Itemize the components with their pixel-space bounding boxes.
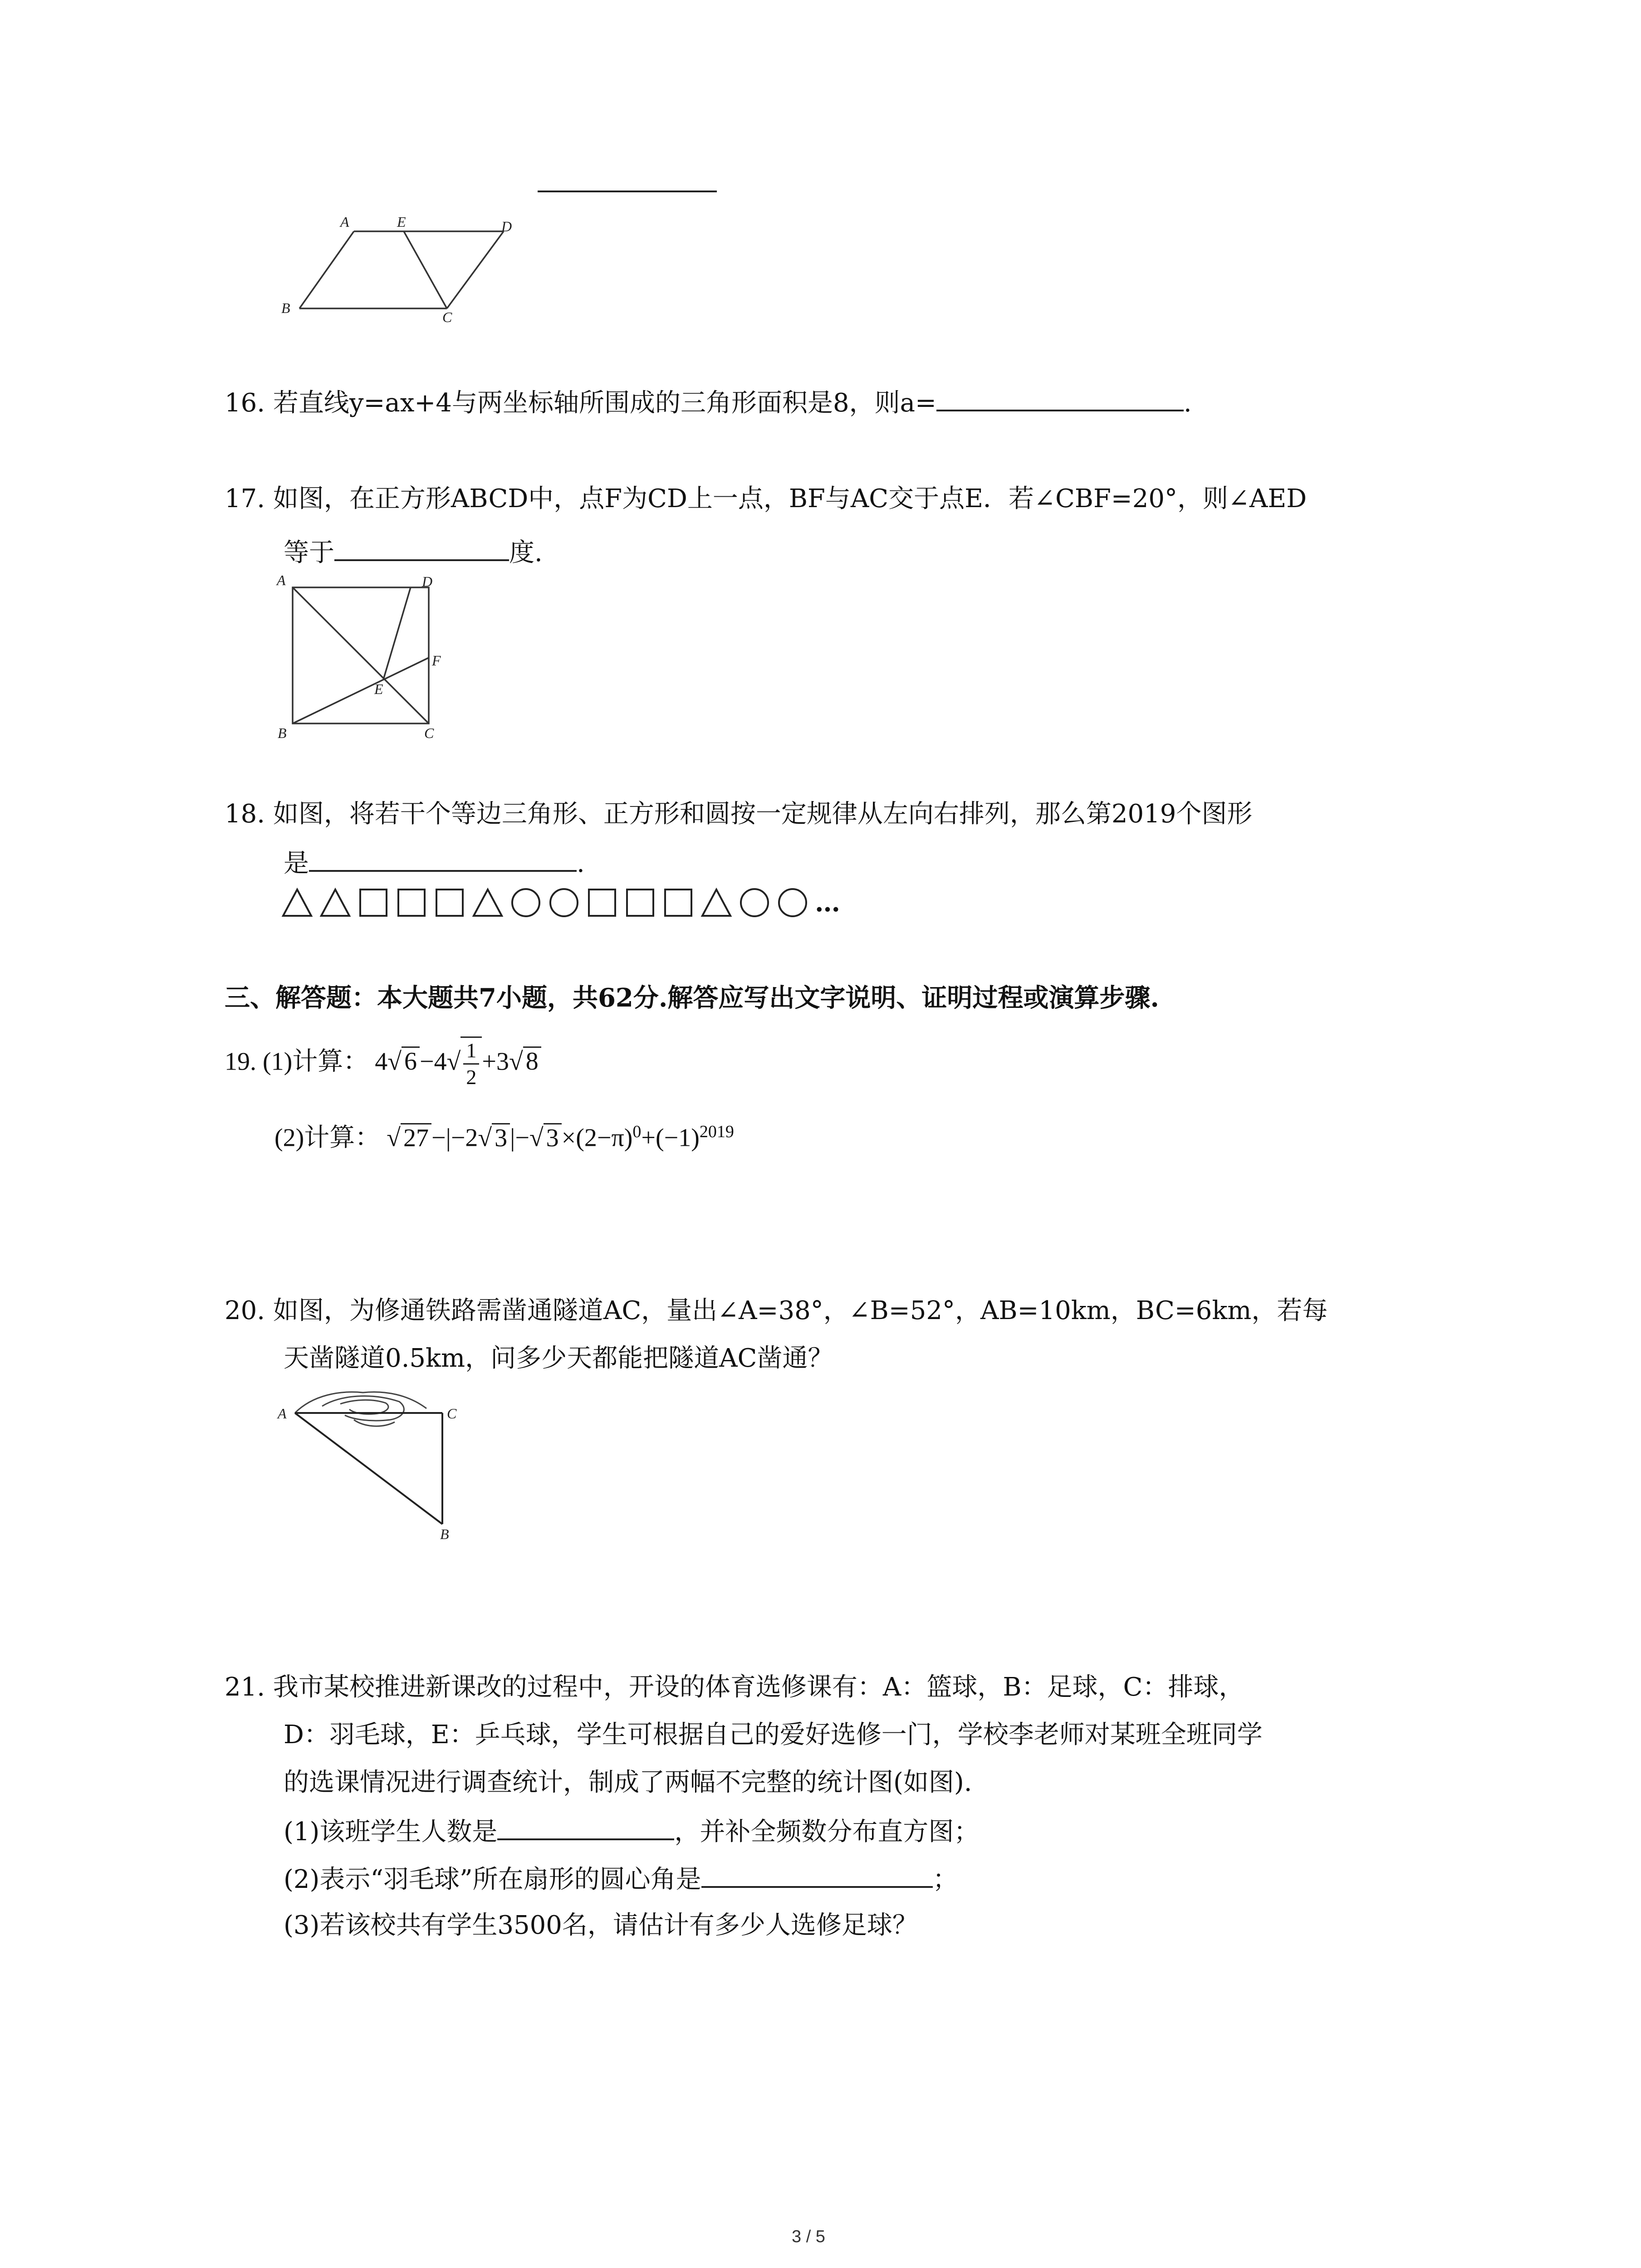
q19-p2-abs: |−: [510, 1124, 529, 1152]
q19-part1-label: (1)计算：: [263, 1047, 369, 1076]
q21-sub2: [284, 1860, 958, 1898]
q17-label-a: A: [277, 572, 286, 588]
q18-shape-sequence: [281, 887, 840, 923]
q15-answer-blank[interactable]: [538, 191, 717, 192]
q20-tunnel-figure: [272, 1377, 472, 1540]
q19-frac-num: 1: [463, 1038, 479, 1065]
q17-answer-blank[interactable]: [334, 533, 509, 561]
q21-line1: 我市某校推进新课改的过程中，开设的体育选修课有：A：篮球，B：足球，C：排球，: [273, 1672, 1244, 1702]
q18-ellipsis: …: [815, 888, 840, 918]
q18-answer-blank[interactable]: [309, 844, 577, 872]
q19-p2-tail2: +(−1): [641, 1124, 700, 1152]
q19-p2-mid: −|−2: [431, 1124, 478, 1152]
q16-text: 若直线y=ax+4与两坐标轴所围成的三角形面积是8，则a=: [273, 388, 936, 418]
q20-line2: 天凿隧道0.5km，问多少天都能把隧道AC凿通？: [284, 1344, 833, 1373]
q19-p2-tail: ×(2−π): [561, 1124, 633, 1152]
square-shape: [586, 887, 618, 919]
q20-label-c: C: [447, 1405, 457, 1422]
q21-sub2-post: ；: [932, 1865, 958, 1894]
q19-frac-den: 2: [466, 1066, 477, 1089]
q21-sub1-pre: (1)该班学生人数是: [284, 1817, 498, 1847]
q19-p1-root-frac: [460, 1036, 482, 1090]
question-16: [225, 383, 1192, 421]
question-20: [225, 1293, 1327, 1329]
q17-label-f: F: [432, 652, 441, 669]
q19-p1-op1: −4: [420, 1047, 447, 1076]
square-shape: [358, 887, 389, 919]
square-shape: [396, 887, 427, 919]
q17-line2-post: 度.: [509, 538, 543, 567]
q16-end: .: [1183, 388, 1192, 418]
q21-line3: 的选课情况进行调查统计，制成了两幅不完整的统计图(如图).: [284, 1768, 972, 1797]
q21-line2: D：羽毛球，E：乒乓球，学生可根据自己的爱好选修一门，学校李老师对某班全班同学: [284, 1720, 1263, 1750]
circle-shape: [777, 887, 808, 919]
q17-label-e: E: [374, 681, 383, 697]
q17-label-b: B: [278, 725, 287, 741]
q20-label-b: B: [440, 1526, 449, 1540]
q21-sub3: (3)若该校共有学生3500名，请估计有多少人选修足球？: [284, 1911, 918, 1940]
q15-label-a: A: [340, 214, 349, 230]
q21-sub1-post: ，并补全频数分布直方图；: [674, 1817, 980, 1847]
q19-p2-exp1: 2019: [699, 1122, 734, 1141]
circle-shape: [510, 887, 542, 919]
square-shape: [434, 887, 465, 919]
q17-number: 17.: [225, 484, 265, 513]
q17-line2: [284, 533, 543, 571]
q15-label-b: B: [281, 300, 290, 316]
q19-p2-exp0: 0: [632, 1122, 642, 1141]
question-18: [225, 796, 1252, 832]
q19-part2-label: (2)计算：: [274, 1124, 381, 1152]
q19-p2-root3b: 3: [544, 1123, 562, 1152]
q16-answer-blank[interactable]: [936, 383, 1184, 411]
q21-sub1: [284, 1812, 979, 1850]
triangle-shape: [281, 887, 313, 919]
q19-part2: (2)计算： √ 27 −|−2√ 3 |−√ $3 \times(2-\pi)^0+(-1)^{2019}$: [274, 1122, 734, 1152]
q15-label-e: E: [397, 214, 406, 230]
q21-sub2-pre: (2)表示“羽毛球”所在扇形的圆心角是: [284, 1865, 701, 1894]
q17-square-figure: [272, 569, 454, 742]
q18-line1: 如图，将若干个等边三角形、正方形和圆按一定规律从左向右排列，那么第2019个图形: [273, 799, 1253, 829]
question-19: 19. (1)计算： 4√ 6 −4√ $\frac{1}{2}$ +3√ 8: [225, 1036, 541, 1090]
q17-label-d: D: [422, 573, 433, 590]
q20-number: 20.: [225, 1296, 265, 1325]
q21-sub1-blank[interactable]: [497, 1812, 674, 1840]
q18-line2-post: .: [577, 849, 585, 878]
q17-line2-pre: 等于: [284, 538, 334, 567]
q17-line1: 如图，在正方形ABCD中，点F为CD上一点，BF与AC交于点E．若∠CBF=20°，则∠AED: [273, 484, 1307, 513]
q19-p1-coef: 4: [375, 1047, 388, 1076]
q21-number: 21.: [225, 1672, 265, 1702]
q16-number: 16.: [225, 388, 265, 418]
q18-line2-pre: 是: [284, 849, 309, 878]
q19-p1-root8: 8: [523, 1046, 541, 1075]
circle-shape: [739, 887, 770, 919]
q18-number: 18.: [225, 799, 265, 829]
circle-shape: [548, 887, 580, 919]
q21-sub2-blank[interactable]: [701, 1860, 933, 1888]
question-21: [225, 1669, 1244, 1706]
q19-number: 19.: [225, 1047, 256, 1076]
q15-parallelogram-figure: [272, 213, 526, 336]
q19-p2-root3a: 3: [492, 1123, 510, 1152]
q15-label-d: D: [501, 218, 512, 235]
q19-p2-root27: 27: [401, 1123, 431, 1152]
square-shape: [662, 887, 694, 919]
page-number: 3 / 5: [792, 2227, 825, 2246]
triangle-shape: [319, 887, 351, 919]
q19-p1-root6: 6: [402, 1046, 420, 1075]
triangle-shape: [472, 887, 504, 919]
q17-label-c: C: [424, 725, 434, 741]
q20-line1: 如图，为修通铁路需凿通隧道AC，量出∠A=38°，∠B=52°，AB=10km，BC=6km，若每: [273, 1296, 1328, 1325]
triangle-shape: [700, 887, 732, 919]
q19-p1-op2: +3: [482, 1047, 509, 1076]
section-3-heading: 三、解答题：本大题共7小题，共62分.解答应写出文字说明、证明过程或演算步骤.: [225, 983, 1159, 1013]
square-shape: [624, 887, 656, 919]
q15-label-c: C: [442, 309, 452, 325]
question-17: [225, 481, 1307, 517]
q18-line2: [284, 844, 585, 882]
q20-label-a: A: [278, 1405, 287, 1422]
